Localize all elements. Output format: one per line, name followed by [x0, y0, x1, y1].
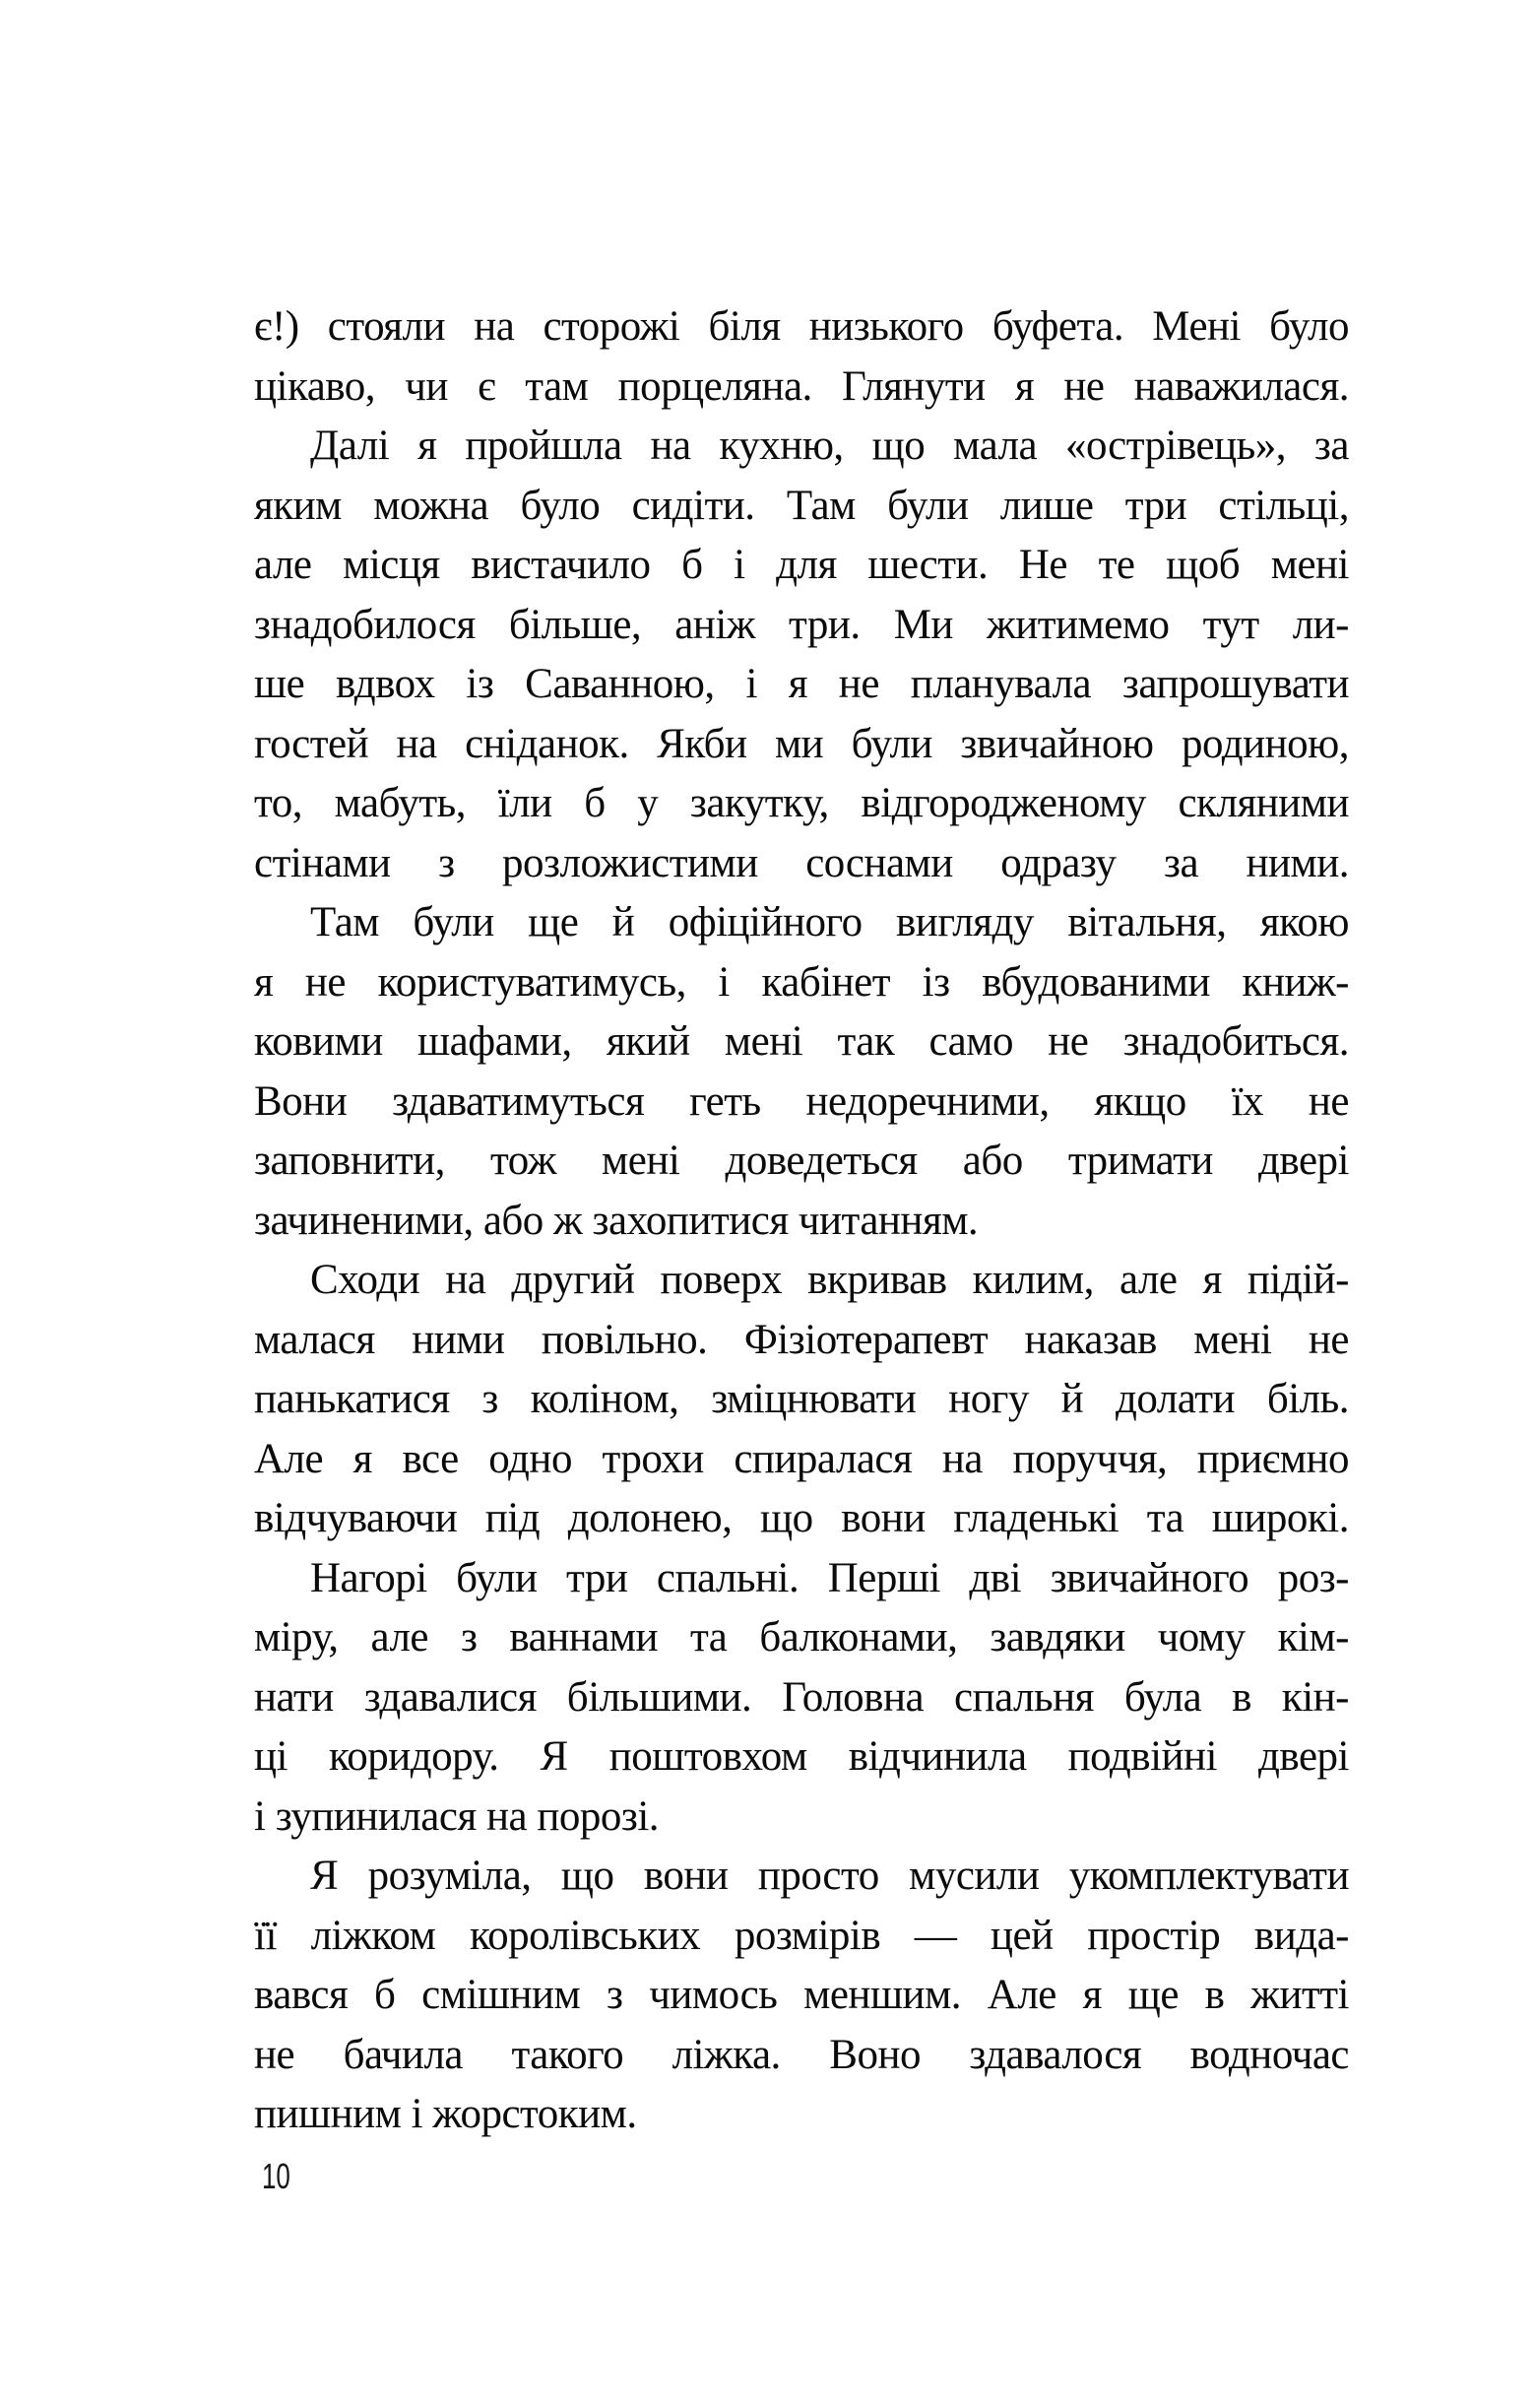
text-line: ше вдвох із Саванною, і я не планувала запрошувати — [254, 661, 1349, 707]
text-line: пишним і жорстоким. — [254, 2091, 637, 2137]
text-line: Далі я пройшла на кухню, що мала «острівець», за — [310, 423, 1349, 469]
text-line: ковими шафами, який мені так само не знадобиться. — [254, 1018, 1349, 1065]
text-line: панькатися з коліном, зміцнювати ногу й долати біль. — [254, 1376, 1349, 1422]
text-line: її ліжком королівських розмірів — цей простір вида- — [254, 1912, 1349, 1959]
text-line: відчуваючи під долонею, що вони гладенькі та широкі. — [254, 1495, 1349, 1541]
text-line: міру, але з ваннами та балконами, завдяки чому кім- — [254, 1614, 1349, 1660]
body-text — [254, 297, 1349, 2145]
text-line: стінами з розложистими соснами одразу за ними. — [254, 839, 1349, 886]
text-line: є!) стояли на сторожі біля низького буфета. Мені було — [254, 303, 1349, 350]
text-line: вався б смішним з чимось меншим. Але я ще в житті — [254, 1972, 1349, 2018]
text-line: Вони здаватимуться геть недоречними, якщо їх не — [254, 1077, 1349, 1125]
text-line: малася ними повільно. Фізіотерапевт наказав мені не — [254, 1316, 1349, 1363]
text-line: Я розуміла, що вони просто мусили укомплектувати — [310, 1853, 1349, 1899]
text-line: не бачила такого ліжка. Воно здавалося водночас — [254, 2031, 1349, 2078]
text-line: заповнити, тож мені доведеться або тримати двері — [254, 1138, 1349, 1184]
text-line: зачиненими, або ж захопитися читанням. — [254, 1197, 979, 1244]
text-line: але місця вистачило б і для шести. Не те щоб мені — [254, 542, 1349, 588]
text-line: нати здавалися більшими. Головна спальня була в кін- — [254, 1673, 1349, 1721]
text-line: Сходи на другий поверх вкривав килим, але я підій- — [310, 1257, 1349, 1303]
text-line: знадобилося більше, аніж три. Ми житимемо тут ли- — [254, 601, 1349, 648]
page-number: 10 — [262, 2156, 290, 2196]
text-line: я не користуватимусь, і кабінет із вбудованими книж- — [254, 958, 1349, 1006]
text-line: Нагорі були три спальні. Перші дві звичайного роз- — [310, 1554, 1349, 1601]
text-line: і зупинилася на порозі. — [254, 1792, 660, 1840]
text-line: гостей на сніданок. Якби ми були звичайною родиною, — [254, 720, 1349, 767]
text-line: цікаво, чи є там порцеляна. Глянути я не наважилася. — [254, 362, 1349, 410]
text-line: Там були ще й офіційного вигляду вітальня, якою — [310, 899, 1349, 945]
text-line: яким можна було сидіти. Там були лише три стільці, — [254, 482, 1349, 529]
text-line: ці коридору. Я поштовхом відчинила подвійні двері — [254, 1733, 1349, 1780]
text-line: Але я все одно трохи спиралася на поруччя, приємно — [254, 1435, 1349, 1482]
text-line: то, мабуть, їли б у закутку, відгородженому скляними — [254, 780, 1349, 826]
